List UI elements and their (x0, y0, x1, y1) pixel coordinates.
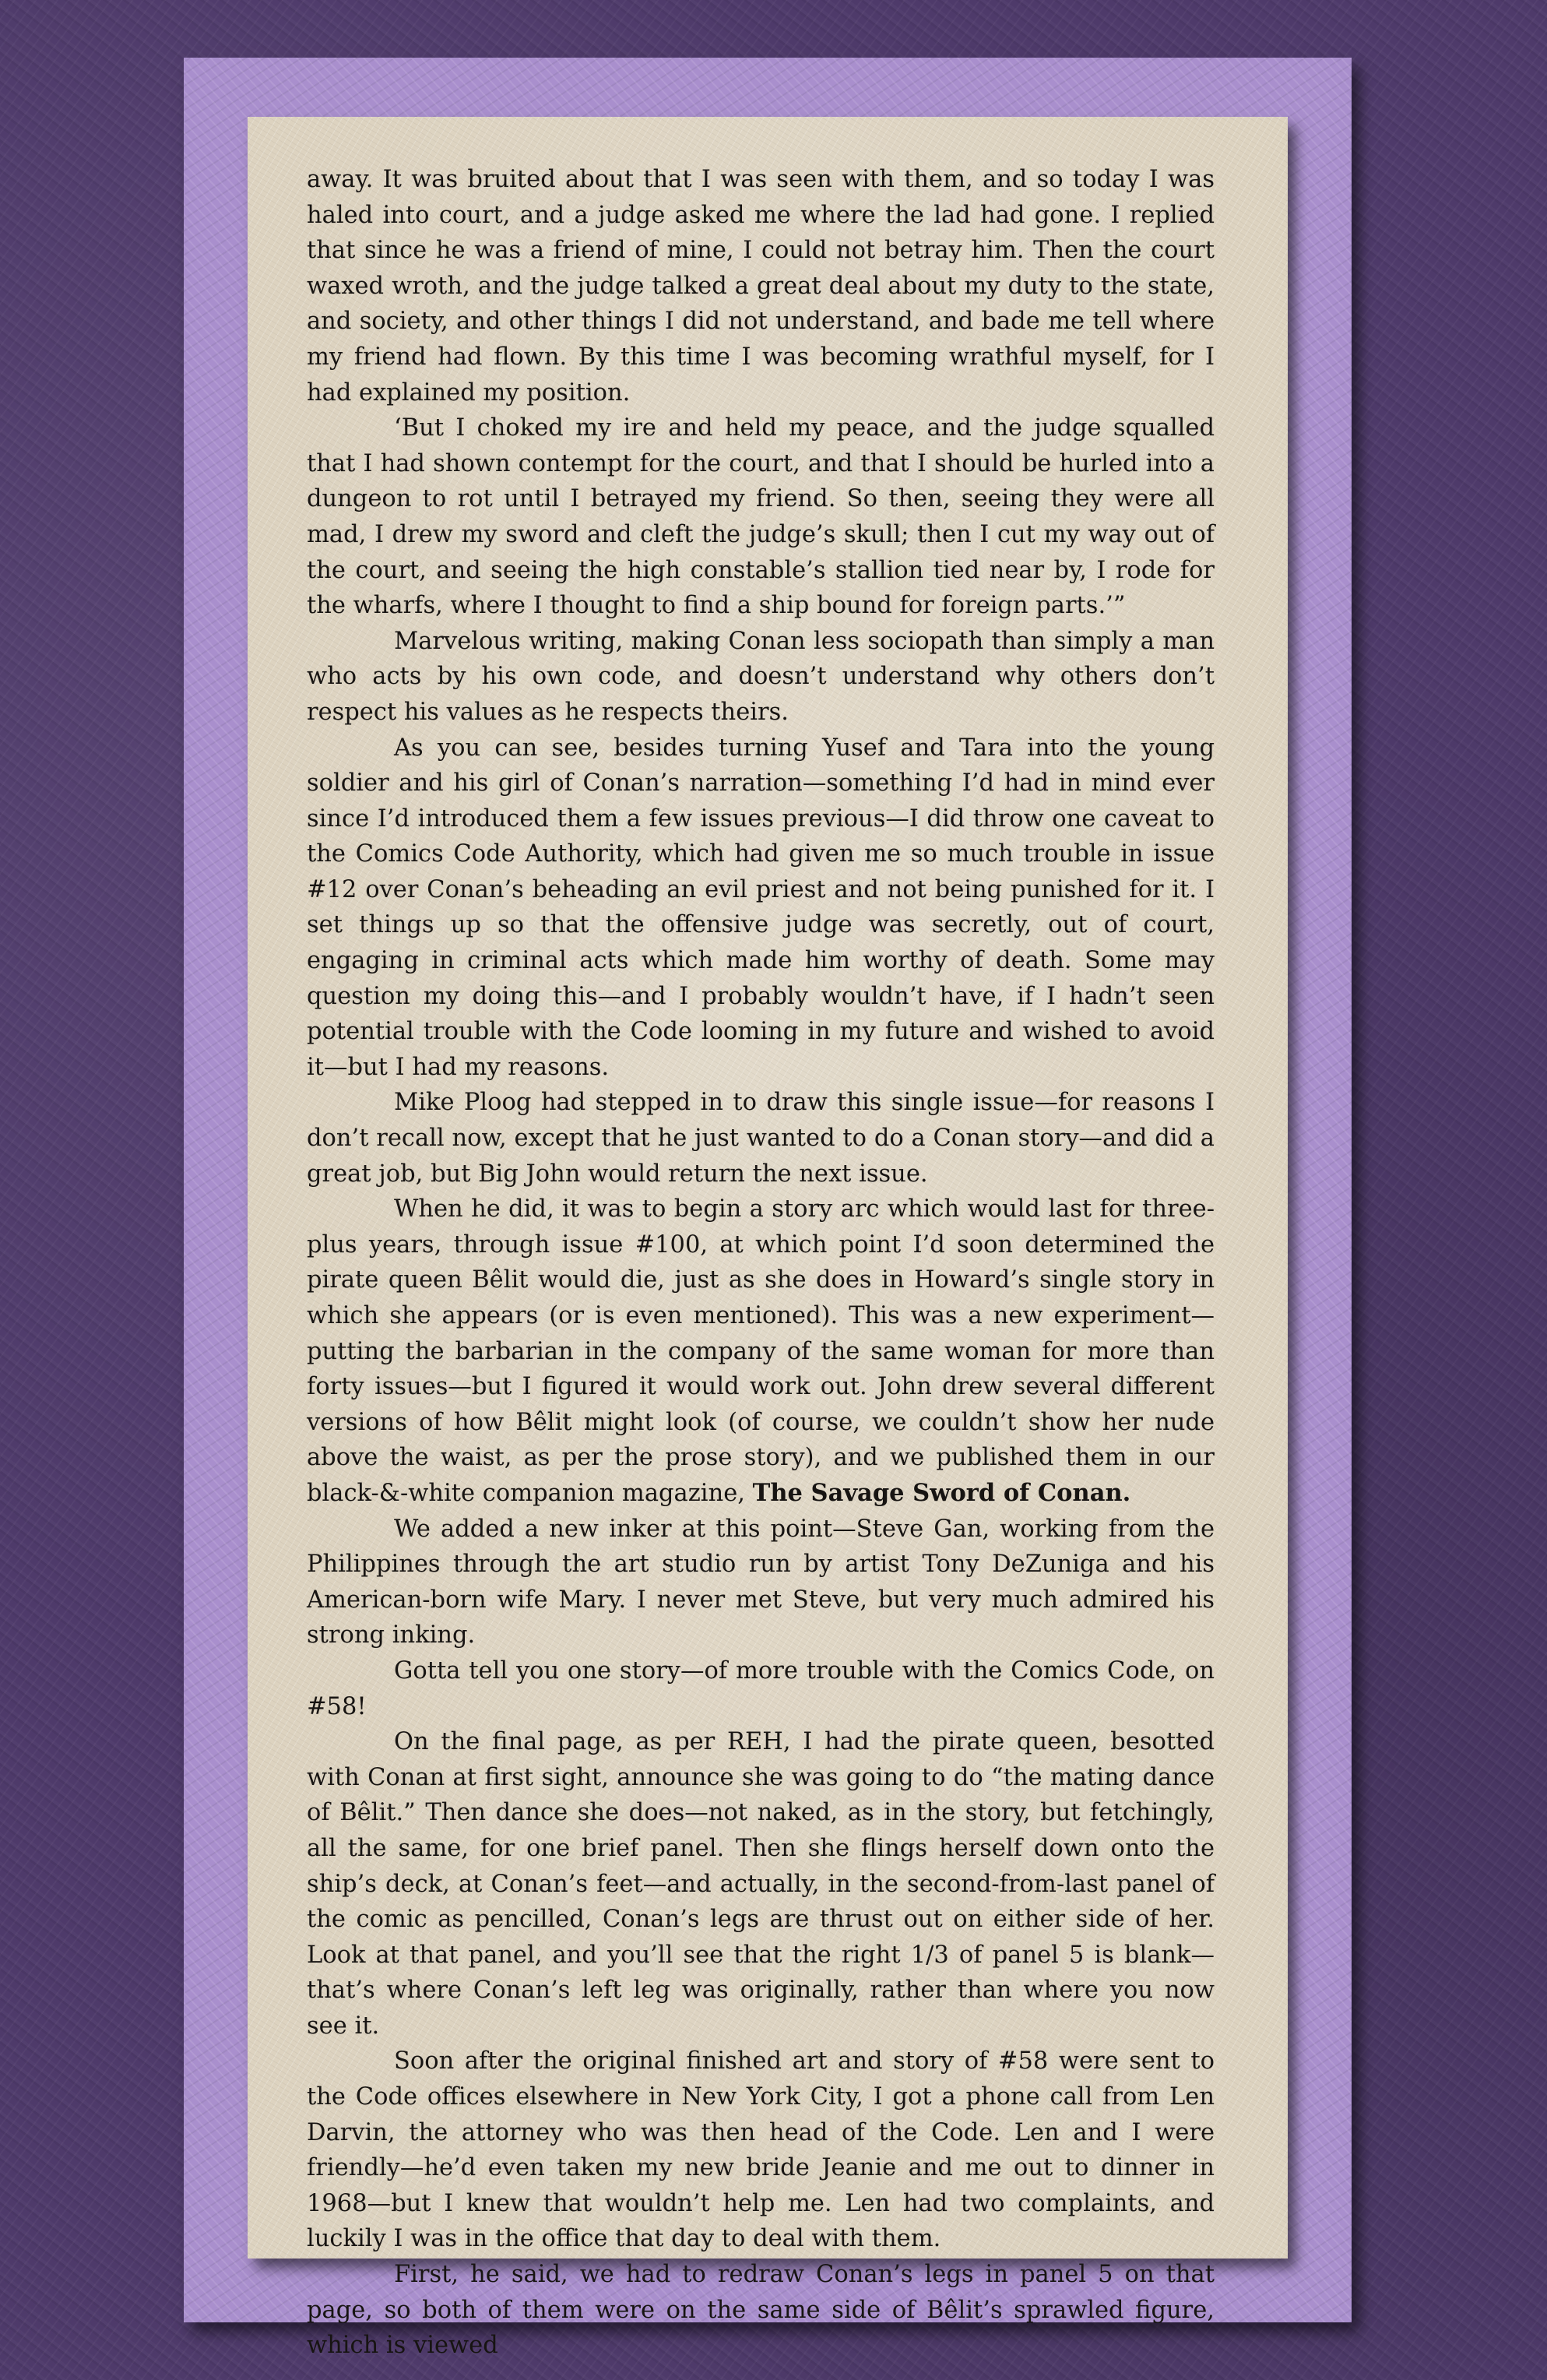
paragraph (307, 410, 1215, 624)
paragraph (307, 162, 1215, 410)
paragraph-text: As you can see, besides turning Yusef and Tara into the young soldier and his girl of Conan’s narration—something I’d had in mind ever since I’d introduced them a few issues previous—I did throw one caveat to the Comics Code Authority, which had given me so much trouble in issue #12 over Conan’s beheading an evil priest and not being punished for it. I set things up so that the offensive judge was secretly, out of court, engaging in criminal acts which made him worthy of death. Some may question my doing this—and I probably wouldn’t have, if I hadn’t seen potential trouble with the Code looming in my future and wished to avoid it—but I had my reasons. (307, 734, 1215, 1081)
paragraph-text: Marvelous writing, making Conan less sociopath than simply a man who acts by his own code, and doesn’t understand why others don’t respect his values as he respects theirs. (307, 627, 1215, 726)
paragraph-text: When he did, it was to begin a story arc which would last for three-plus years, through issue #100, at which point I’d soon determined the pirate queen Bêlit would die, just as she does in Howard’s single story in which she appears (or is even mentioned). This was a new experiment—putting the barbarian in the company of the same woman for more than forty issues—but I figured it would work out. John drew several different versions of how Bêlit might look (of course, we couldn’t show her nude above the waist, as per the prose story), and we published them in our black-&-white companion magazine, (307, 1195, 1215, 1507)
paragraph (307, 1192, 1215, 1511)
paragraph-text: We added a new inker at this point—Steve Gan, working from the Philippines through the art studio run by artist Tony DeZuniga and his American-born wife Mary. I never met Steve, but very much admired his strong inking. (307, 1515, 1215, 1649)
paragraph (307, 2257, 1215, 2364)
paragraph-text: ‘But I choked my ire and held my peace, and the judge squalled that I had shown contempt for the court, and that I should be hurled into a dungeon to rot until I betrayed my friend. So then, seeing they were all mad, I drew my sword and cleft the judge’s skull; then I cut my way out of the court, and seeing the high constable’s stallion tied near by, I rode for the wharfs, where I thought to find a ship bound for foreign parts.’” (307, 414, 1215, 620)
paragraph (307, 731, 1215, 1086)
paragraph-text: On the final page, as per REH, I had the pirate queen, besotted with Conan at first sight, announce she was going to do “the mating dance of Bêlit.” Then dance she does—not naked, as in the story, but fetchingly, all the same, for one brief panel. Then she flings herself down onto the ship’s deck, at Conan’s feet—and actually, in the second-from-last panel of the comic as pencilled, Conan’s legs are thrust out on either side of her. Look at that panel, and you’ll see that the right 1/3 of panel 5 is blank—that’s where Conan’s left leg was originally, rather than where you now see it. (307, 1728, 1215, 2040)
paragraph-text: Gotta tell you one story—of more trouble with the Comics Code, on #58! (307, 1656, 1215, 1720)
paragraph (307, 1512, 1215, 1653)
paragraph-text: Soon after the original finished art and story of #58 were sent to the Code offices elsewhere in New York City, I got a phone call from Len Darvin, the attorney who was then head of the Code. Len and I were friendly—he’d even taken my new bride Jeanie and me out to dinner in 1968—but I knew that wouldn’t help me. Len had two complaints, and luckily I was in the office that day to deal with them. (307, 2047, 1215, 2253)
paragraph-text: away. It was bruited about that I was seen with them, and so today I was haled into court, and a judge asked me where the lad had gone. I replied that since he was a friend of mine, I could not betray him. Then the court waxed wroth, and the judge talked a great deal about my duty to the state, and society, and other things I did not understand, and bade me tell where my friend had flown. By this time I was becoming wrathful myself, for I had explained my position. (307, 166, 1215, 407)
paragraph (307, 1085, 1215, 1192)
magazine-title: The Savage Sword of Conan. (752, 1478, 1131, 1507)
paragraph (307, 1653, 1215, 1724)
paragraph-text: Mike Ploog had stepped in to draw this single issue—for reasons I don’t recall now, except that he just wanted to do a Conan story—and did a great job, but Big John would return the next issue. (307, 1089, 1215, 1188)
paragraph (307, 1724, 1215, 2044)
paragraph (307, 624, 1215, 731)
paragraph (307, 2044, 1215, 2257)
paragraph-text: First, he said, we had to redraw Conan’s legs in panel 5 on that page, so both of them were on the same side of Bêlit’s sprawled figure, which is viewed (307, 2261, 1215, 2360)
article-text (307, 162, 1215, 2364)
